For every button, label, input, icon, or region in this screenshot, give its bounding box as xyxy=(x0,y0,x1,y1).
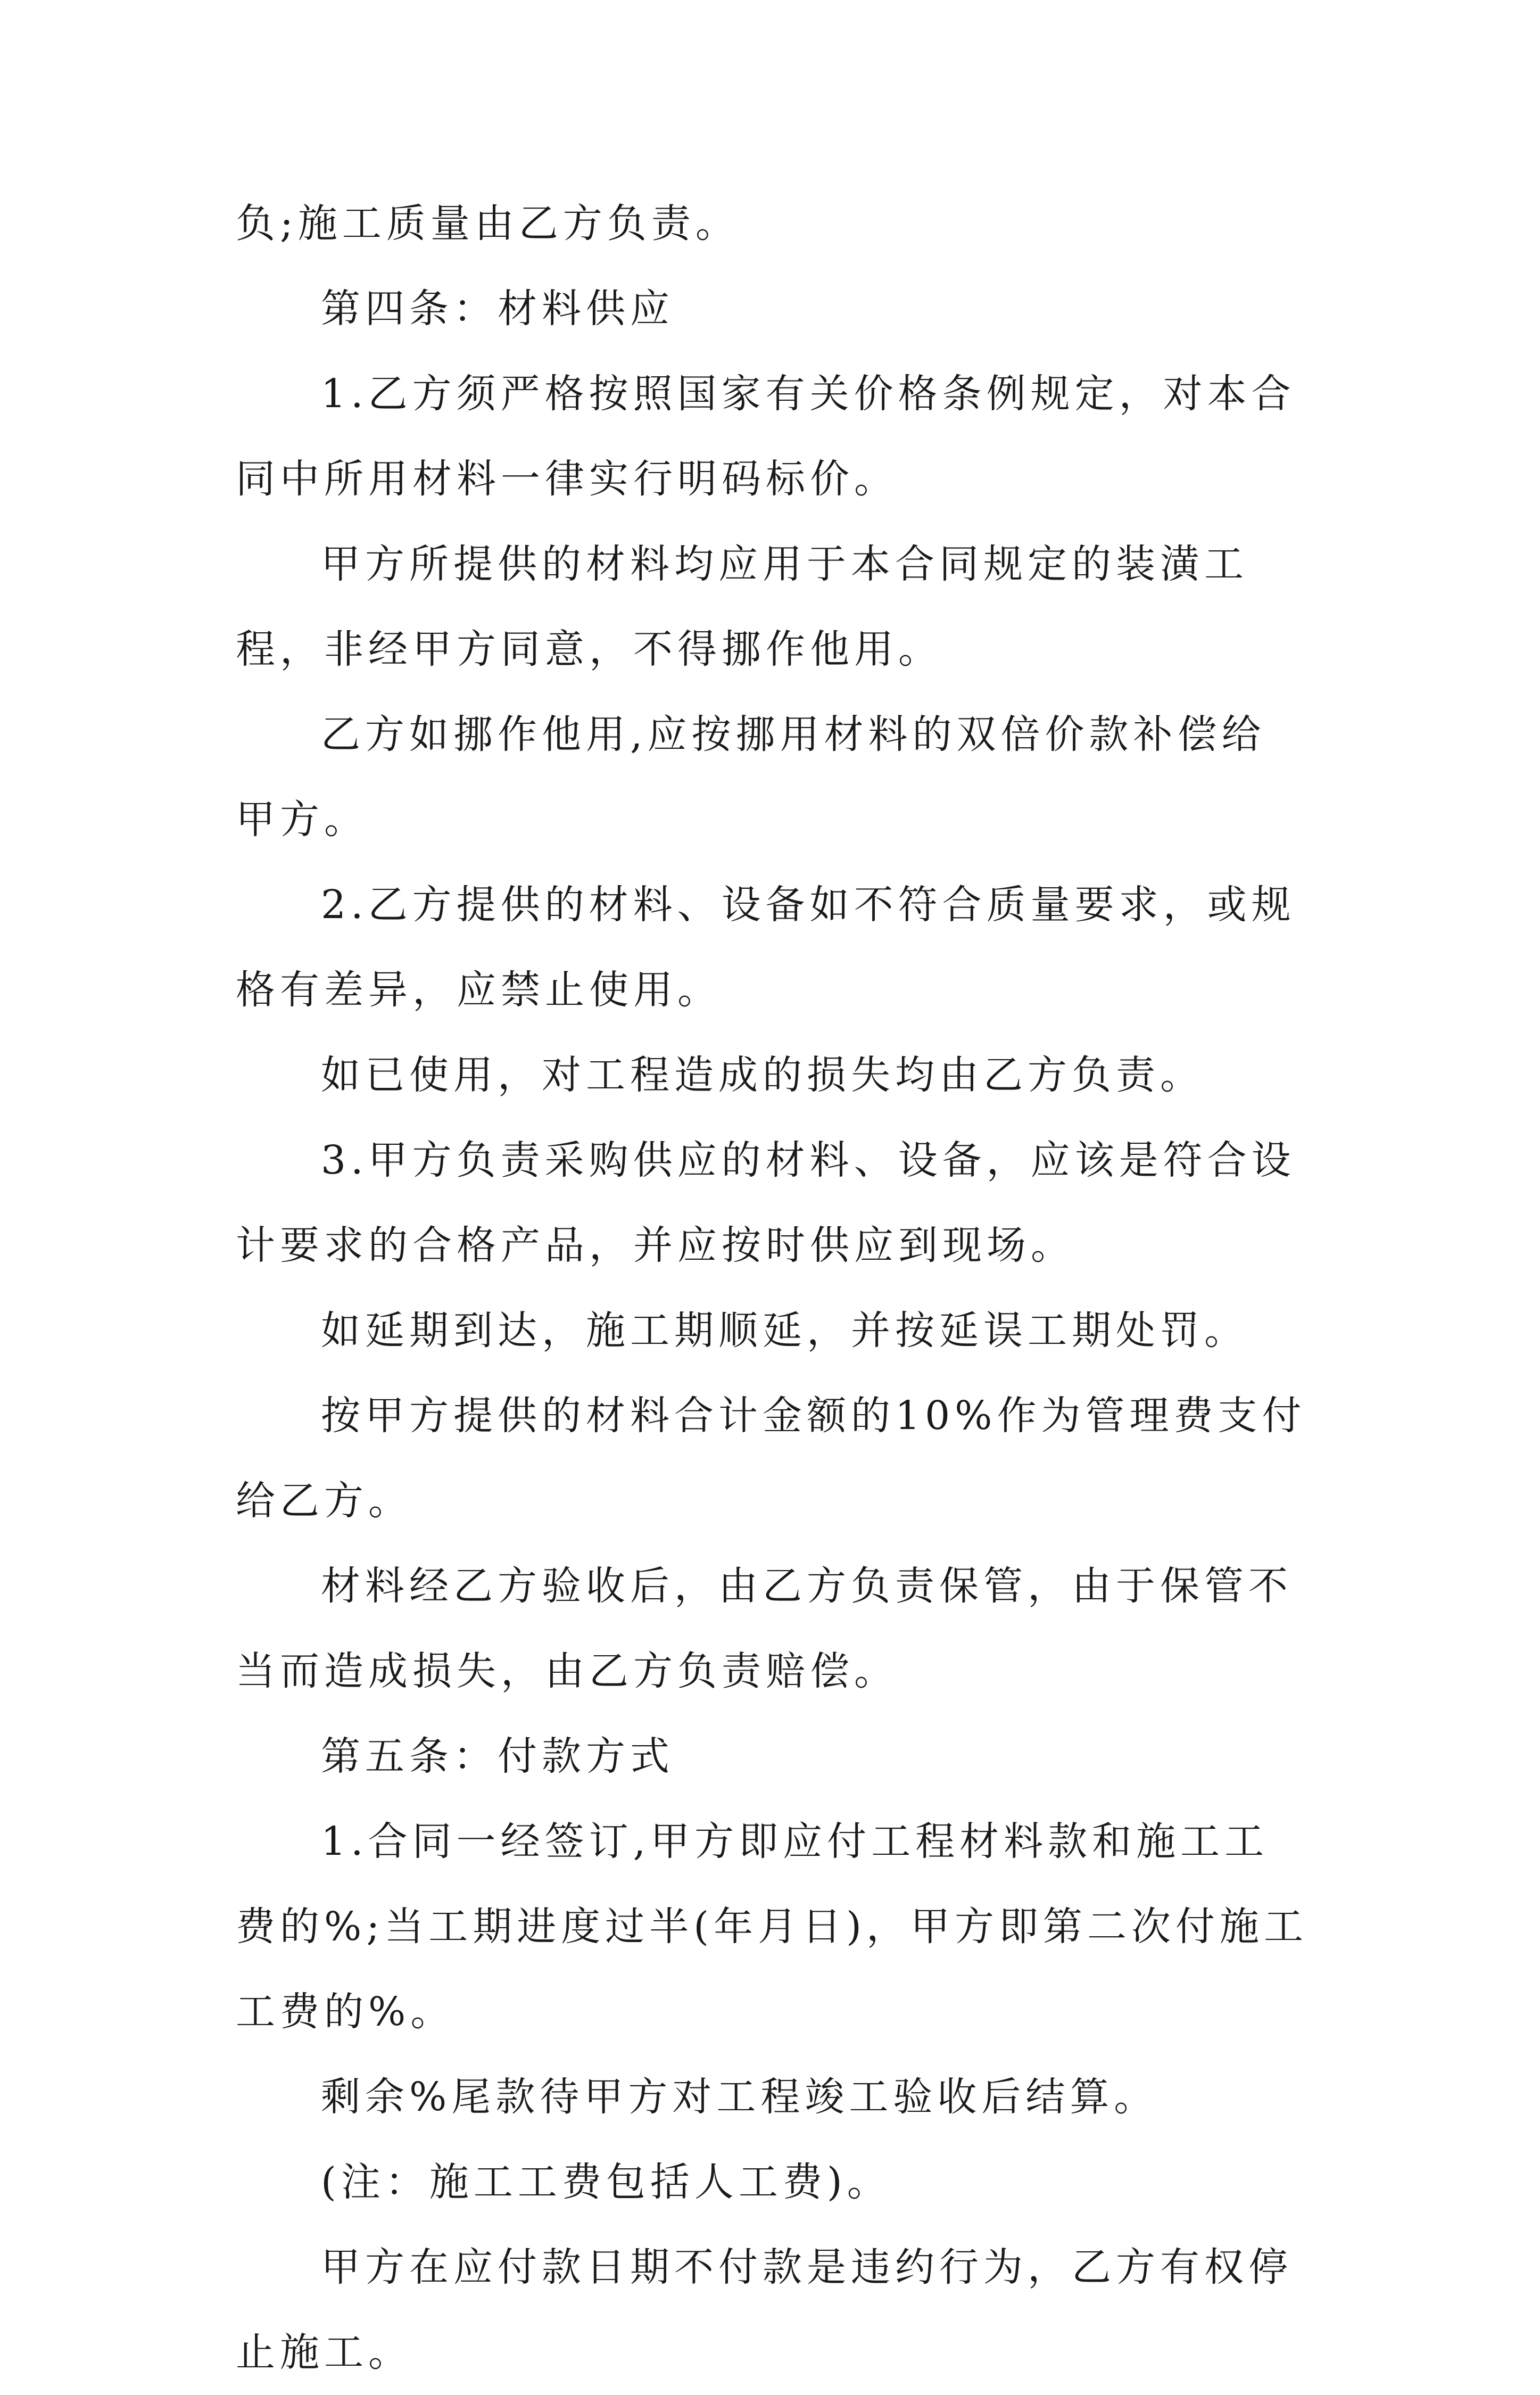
paragraph: 如延期到达，施工期顺延，并按延误工期处罚。 xyxy=(321,1308,1248,1353)
paragraph: 3.甲方负责采购供应的材料、设备，应该是符合设计要求的合格产品，并应按时供应到现场。 xyxy=(236,1137,1296,1268)
paragraph: 材料经乙方验收后，由乙方负责保管，由于保管不当而造成损失，由乙方负责赔偿。 xyxy=(236,1563,1293,1694)
paragraph: 甲方所提供的材料均应用于本合同规定的装潢工程，非经甲方同意，不得挪作他用。 xyxy=(236,541,1248,672)
paragraph: 负;施工质量由乙方负责。 xyxy=(236,201,740,246)
paragraph: 1.合同一经签订,甲方即应付工程材料款和施工工费的%;当工期进度过半(年月日)，甲方即第二次付施工工费的%。 xyxy=(236,1819,1308,2035)
section-heading-article-5: 第五条：付款方式 xyxy=(321,1733,674,1779)
paragraph: 1.乙方须严格按照国家有关价格条例规定，对本合同中所用材料一律实行明码标价。 xyxy=(236,371,1296,502)
paragraph: 如已使用，对工程造成的损失均由乙方负责。 xyxy=(321,1052,1204,1098)
document-body xyxy=(236,181,1308,2395)
paragraph: (注：施工工费包括人工费)。 xyxy=(321,2159,891,2205)
paragraph: 2.乙方提供的材料、设备如不符合质量要求，或规格有差异，应禁止使用。 xyxy=(236,882,1296,1013)
paragraph: 剩余%尾款待甲方对工程竣工验收后结算。 xyxy=(321,2074,1158,2120)
paragraph: 按甲方提供的材料合计金额的10%作为管理费支付给乙方。 xyxy=(236,1393,1306,1524)
section-heading-article-4: 第四条：材料供应 xyxy=(321,286,674,332)
paragraph: 乙方如挪作他用,应按挪用材料的双倍价款补偿给甲方。 xyxy=(236,712,1266,843)
paragraph: 甲方在应付款日期不付款是违约行为，乙方有权停止施工。 xyxy=(236,2244,1293,2375)
